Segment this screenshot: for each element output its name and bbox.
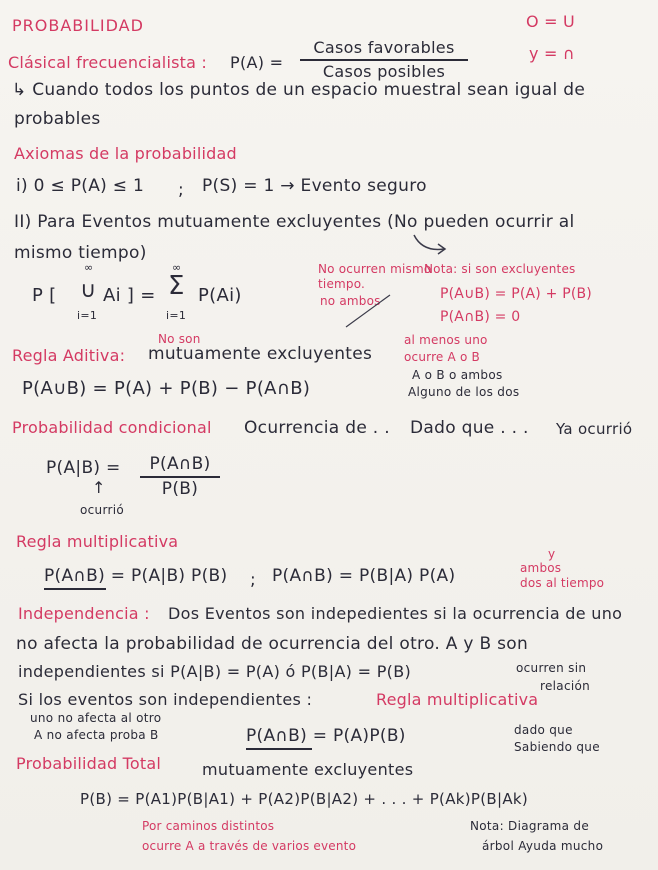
total-nota-2: árbol Ayuda mucho — [482, 839, 604, 853]
conditional-fraction — [140, 456, 220, 498]
additive-note-4: Alguno de los dos — [408, 385, 520, 399]
independence-rule: Regla multiplicativa — [376, 690, 539, 709]
axiom-2-line-2: mismo tiempo) — [14, 243, 147, 263]
sum-lower-limit: i=1 — [166, 309, 187, 322]
classical-label: Clásical frecuencialista : — [8, 53, 207, 72]
fraction-bar — [140, 476, 220, 478]
independence-line-2: no afecta la probabilidad de ocurrencia del otro. A y B son — [16, 634, 529, 654]
classical-numerator: Casos favorables — [313, 38, 455, 57]
nota-title: Nota: si son excluyentes — [424, 262, 576, 276]
axiom-2-line-1: II) Para Eventos mutuamente excluyentes (No pueden ocurrir al — [14, 212, 575, 232]
conditional-phrase-1: Ocurrencia de . . — [244, 418, 390, 438]
independence-line-1: Dos Eventos son indepedientes si la ocurrencia de uno — [168, 604, 623, 623]
independence-title: Independencia : — [18, 604, 150, 623]
union-left-bracket: P [ — [32, 285, 57, 306]
multiplicative-note-ambos: ambos — [520, 561, 562, 575]
axiom-1-range: i) 0 ≤ P(A) ≤ 1 — [16, 176, 145, 196]
total-subtitle: mutuamente excluyentes — [202, 760, 414, 779]
up-arrow-icon: ↑ — [92, 478, 106, 497]
sum-symbol: Σ — [168, 271, 185, 301]
independence-note-2: A no afecta proba B — [34, 728, 159, 742]
sum-upper-limit: ∞ — [172, 261, 182, 274]
corner-y-intersection: y = ∩ — [529, 44, 575, 63]
additive-formula: P(A∪B) = P(A) + P(B) − P(A∩B) — [22, 378, 311, 399]
conditional-phrase-2: Dado que . . . — [410, 418, 529, 438]
underline — [44, 588, 106, 590]
ocurren-sin-note: ocurren sin — [516, 661, 587, 675]
curved-arrow-icon — [410, 233, 450, 257]
independence-note-1: uno no afecta al otro — [30, 711, 162, 725]
ocurrio-note: ocurrió — [80, 503, 124, 517]
corner-o-union: O = U — [526, 12, 575, 31]
multiplicative-note-y: y — [548, 547, 556, 561]
conditional-denominator: P(B) — [161, 478, 199, 499]
additive-subtitle: mutuamente excluyentes — [148, 344, 373, 364]
no-ocurren-note-1: No ocurren mismo — [318, 262, 432, 276]
page-title: PROBABILIDAD — [12, 16, 144, 35]
conditional-title: Probabilidad condicional — [12, 418, 212, 437]
no-ocurren-note-2: tiempo. — [318, 277, 366, 291]
conditional-phrase-3: Ya ocurrió — [556, 420, 633, 438]
independence-line-3: independientes si P(A|B) = P(A) ó P(B|A) = P(B) — [18, 662, 412, 681]
relacion-note: relación — [540, 679, 591, 693]
fraction-bar — [300, 59, 468, 61]
nota-eq-intersection: P(A∩B) = 0 — [440, 309, 521, 325]
sabiendo-que-note: Sabiendo que — [514, 740, 600, 754]
multiplicative-formula-2: P(A∩B) = P(B|A) P(A) — [272, 566, 456, 586]
dado-que-note: dado que — [514, 723, 573, 737]
additive-note-3: A o B o ambos — [412, 368, 503, 382]
classical-denominator: Casos posibles — [322, 61, 446, 81]
independence-formula: P(A∩B) = P(A)P(B) — [246, 726, 406, 746]
nota-eq-union: P(A∪B) = P(A) + P(B) — [440, 286, 592, 302]
classical-lhs: P(A) = — [230, 53, 284, 72]
total-nota-1: Nota: Diagrama de — [470, 819, 590, 833]
total-formula: P(B) = P(A1)P(B|A1) + P(A2)P(B|A2) + . . . + P(Ak)P(B|Ak) — [80, 790, 529, 808]
multiplicative-note-tiempo: dos al tiempo — [520, 576, 605, 590]
sum-term: P(Ai) — [198, 285, 242, 306]
diagonal-arrow-icon — [344, 293, 394, 329]
independence-line-4: Si los eventos son independientes : — [18, 690, 313, 709]
total-title: Probabilidad Total — [16, 754, 162, 773]
no-ocurren-note-3: no ambos — [320, 294, 381, 308]
axioms-title: Axiomas de la probabilidad — [14, 144, 237, 163]
when-line-1: ↳ Cuando todos los puntos de un espacio muestral sean igual de — [12, 80, 586, 100]
no-son-note: No son — [158, 332, 201, 346]
additive-note-1: al menos uno — [404, 333, 488, 347]
union-mid: Ai ] = — [103, 285, 156, 306]
additive-title: Regla Aditiva: — [12, 346, 126, 365]
underline — [246, 748, 312, 750]
classical-fraction — [300, 40, 468, 80]
when-line-2: probables — [14, 109, 101, 129]
multiplicative-separator: ; — [250, 570, 257, 590]
union-upper-limit: ∞ — [84, 261, 94, 274]
axiom-1-separator: ; — [178, 180, 185, 200]
union-lower-limit: i=1 — [77, 309, 98, 322]
additive-note-2: ocurre A o B — [404, 350, 480, 364]
total-note-1: Por caminos distintos — [142, 819, 275, 833]
conditional-lhs: P(A|B) = — [46, 458, 121, 478]
axiom-1-sure-event: P(S) = 1 → Evento seguro — [202, 176, 427, 196]
multiplicative-formula-1: P(A∩B) = P(A|B) P(B) — [44, 566, 228, 586]
union-symbol: ∪ — [80, 278, 97, 303]
conditional-numerator: P(A∩B) — [149, 454, 211, 474]
total-note-2: ocurre A a través de varios evento — [142, 839, 357, 853]
multiplicative-title: Regla multiplicativa — [16, 532, 179, 551]
